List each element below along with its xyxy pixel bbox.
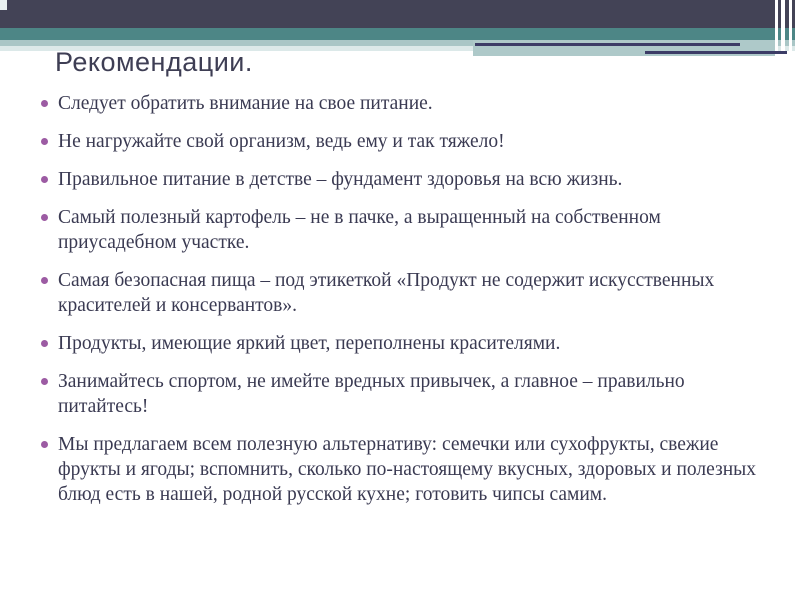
header-stripe-gap [775,0,778,57]
header-stripe-gap [795,0,800,57]
bullet-text: Самый полезный картофель – не в пачке, а выращенный на собственном приусадебном участке. [58,207,661,253]
list-item [41,167,771,192]
accent-line-top [475,43,740,46]
bullet-dot-icon [41,176,48,183]
bullet-text: Мы предлагаем всем полезную альтернативу: семечки или сухофрукты, свежие фрукты и ягоды; вспомнить, сколько по-настоящему вкусных, здоровых и полезных блюд есть в нашей, родной русской кухне; готовить чипсы самим. [58,434,757,505]
list-item [41,129,771,154]
bullet-dot-icon [41,138,48,145]
accent-line-bottom [645,51,787,54]
header-stripe-gap [789,0,792,57]
bullet-dot-icon [41,378,48,385]
bullet-text: Самая безопасная пища – под этикеткой «Продукт не содержит искусственных красителей и консервантов». [58,270,715,316]
bullet-dot-icon [41,214,48,221]
bullet-text: Не нагружайте свой организм, ведь ему и так тяжело! [58,131,505,152]
bullet-list [41,91,771,507]
list-item [41,369,771,419]
bullet-dot-icon [41,100,48,107]
list-item [41,205,771,255]
header-bar [0,0,800,28]
bullet-text: Занимайтесь спортом, не имейте вредных привычек, а главное – правильно питайтесь! [58,371,685,417]
bullet-text: Следует обратить внимание на свое питание. [58,93,433,114]
bullet-dot-icon [41,340,48,347]
slide-body [41,91,771,520]
list-item [41,268,771,318]
bullet-dot-icon [41,441,48,448]
bullet-text: Продукты, имеющие яркий цвет, переполнены красителями. [58,333,561,354]
bullet-text: Правильное питание в детстве – фундамент здоровья на всю жизнь. [58,169,623,190]
list-item [41,331,771,356]
slide-title: Рекомендации. [55,47,253,77]
teal-accent-band [0,28,800,40]
bullet-dot-icon [41,277,48,284]
list-item [41,432,771,507]
list-item [41,91,771,116]
header-corner-notch [0,0,7,10]
header-stripe-gap [781,0,785,57]
